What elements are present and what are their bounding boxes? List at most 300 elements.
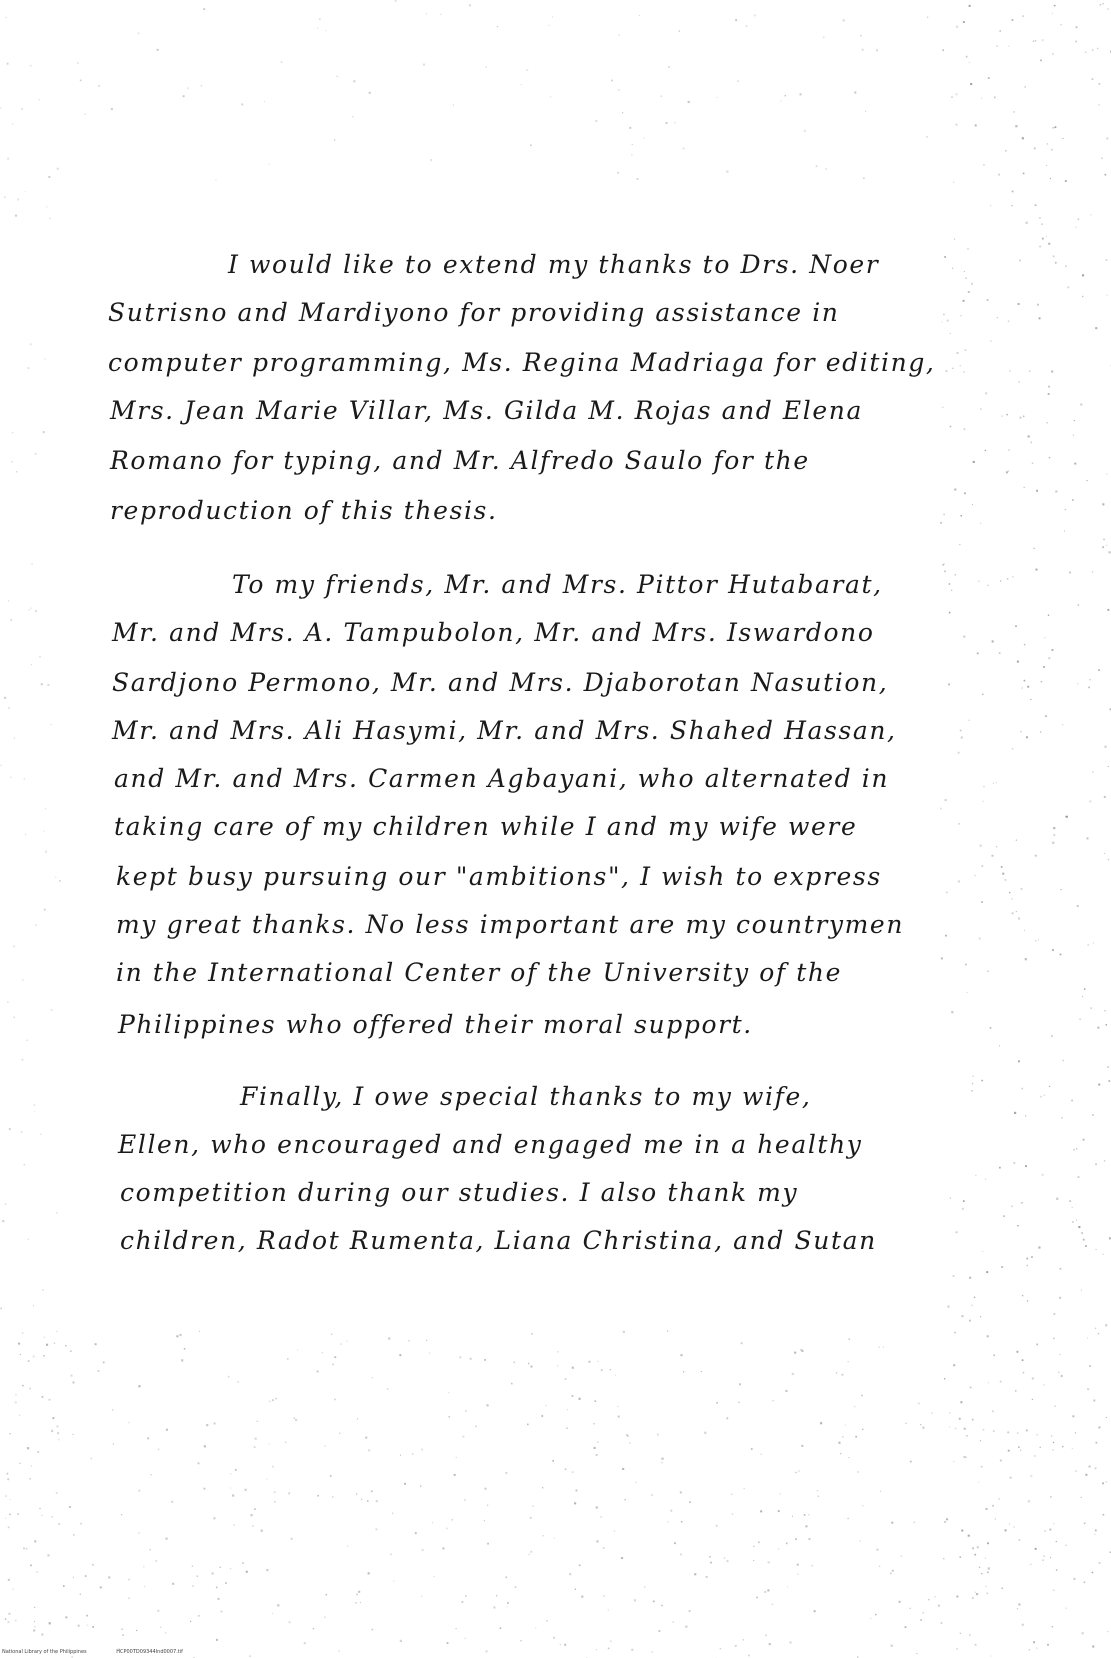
speckle [5, 17, 6, 18]
speckle [245, 1489, 247, 1491]
speckle [54, 1343, 55, 1344]
speckle [55, 877, 56, 878]
speckle [464, 1499, 466, 1501]
speckle [1095, 1467, 1097, 1469]
speckle [681, 1354, 683, 1356]
speckle [778, 1510, 780, 1512]
speckle [193, 1585, 194, 1586]
speckle [497, 26, 498, 27]
speckle [1054, 1406, 1056, 1408]
speckle [741, 1342, 743, 1344]
speckle [987, 1335, 989, 1337]
speckle [1025, 1165, 1027, 1167]
speckle [572, 1367, 574, 1369]
speckle [865, 111, 866, 112]
speckle [1039, 246, 1041, 248]
speckle [1031, 442, 1033, 444]
speckle [945, 799, 947, 801]
speckle [999, 1167, 1001, 1169]
speckle [49, 1399, 51, 1401]
speckle [1104, 796, 1106, 798]
speckle [65, 1616, 67, 1618]
speckle [951, 1011, 953, 1013]
speckle [798, 1470, 799, 1471]
speckle [541, 1415, 543, 1417]
speckle [861, 1395, 862, 1396]
speckle [465, 1638, 466, 1639]
speckle [910, 1608, 911, 1609]
speckle [1107, 9, 1108, 10]
speckle [58, 1439, 60, 1441]
speckle [761, 1454, 762, 1455]
speckle [198, 1462, 200, 1464]
speckle [1053, 1589, 1055, 1591]
speckle [1023, 416, 1025, 418]
speckle [748, 1655, 750, 1657]
text-line: reproduction of this thesis. [110, 496, 498, 525]
speckle [658, 1630, 660, 1632]
speckle [610, 1369, 611, 1370]
speckle [10, 777, 12, 779]
speckle [1027, 1265, 1028, 1266]
speckle [1035, 940, 1036, 941]
speckle [7, 158, 9, 160]
speckle [944, 1378, 945, 1379]
speckle [1063, 1060, 1064, 1061]
speckle [1073, 1578, 1075, 1580]
speckle [942, 407, 943, 408]
speckle [1092, 78, 1094, 80]
speckle [1029, 1649, 1031, 1651]
speckle [920, 1619, 922, 1621]
speckle [1044, 637, 1045, 638]
speckle [1085, 1245, 1087, 1247]
speckle [652, 1651, 653, 1652]
speckle [862, 1505, 863, 1506]
speckle [165, 1632, 166, 1633]
speckle [576, 1490, 578, 1492]
speckle [139, 1490, 141, 1492]
speckle [91, 1458, 92, 1459]
speckle [617, 172, 619, 174]
speckle [848, 1518, 849, 1519]
speckle [513, 1362, 515, 1364]
speckle [1095, 1163, 1097, 1165]
text-line: children, Radot Rumenta, Liana Christina, and Sutan [120, 1226, 877, 1255]
speckle [1040, 60, 1042, 62]
speckle [980, 1440, 981, 1441]
speckle [1008, 471, 1009, 472]
speckle [1095, 327, 1097, 329]
speckle [1019, 1539, 1021, 1541]
speckle [230, 1568, 231, 1569]
speckle [520, 1640, 521, 1641]
speckle [254, 1446, 256, 1448]
speckle [462, 1601, 464, 1603]
speckle [261, 1530, 263, 1532]
speckle [1050, 1496, 1052, 1498]
speckle [689, 1501, 691, 1503]
speckle [15, 1620, 17, 1622]
speckle [950, 426, 952, 428]
speckle [963, 1200, 965, 1202]
speckle [825, 168, 826, 169]
speckle [1088, 944, 1089, 945]
speckle [1078, 219, 1079, 220]
speckle [404, 1483, 406, 1485]
speckle [1036, 569, 1038, 571]
speckle [1054, 5, 1056, 7]
speckle [992, 1410, 994, 1412]
text-line: in the International Center of the University of the [116, 958, 843, 987]
speckle [951, 97, 952, 98]
speckle [1104, 1010, 1105, 1011]
speckle [1053, 256, 1055, 258]
speckle [8, 1527, 10, 1529]
speckle [360, 1602, 361, 1603]
speckle [215, 180, 216, 181]
speckle [1032, 1399, 1033, 1400]
speckle [1066, 816, 1068, 818]
speckle [1066, 1608, 1067, 1609]
speckle [144, 1586, 145, 1587]
speckle [1076, 26, 1078, 28]
speckle [1023, 1372, 1024, 1373]
speckle [30, 343, 32, 345]
speckle [1106, 473, 1107, 474]
speckle [0, 107, 2, 109]
speckle [213, 1517, 215, 1519]
speckle [1048, 615, 1049, 616]
speckle [969, 1634, 971, 1636]
speckle [960, 1556, 962, 1558]
speckle [928, 1599, 929, 1600]
speckle [1045, 715, 1047, 717]
speckle [30, 1564, 32, 1566]
speckle [1008, 46, 1009, 47]
speckle [1099, 83, 1101, 85]
speckle [685, 1626, 687, 1628]
speckle [993, 783, 994, 784]
speckle [979, 1567, 980, 1568]
speckle [1018, 303, 1020, 305]
speckle [172, 1583, 174, 1585]
speckle [5, 1518, 6, 1519]
speckle [86, 1615, 88, 1617]
speckle [1056, 1541, 1057, 1542]
speckle [769, 1643, 771, 1645]
speckle [452, 1519, 453, 1520]
text-line: Ellen, who encouraged and engaged me in a healthy [118, 1130, 863, 1159]
speckle [981, 901, 983, 903]
speckle [421, 1449, 423, 1451]
speckle [138, 1385, 140, 1387]
speckle [661, 96, 662, 97]
speckle [422, 1549, 424, 1551]
speckle [150, 1549, 151, 1550]
speckle [1053, 1523, 1054, 1524]
speckle [1095, 1530, 1097, 1532]
speckle [1092, 1114, 1093, 1115]
speckle [505, 1472, 507, 1474]
text-line: Philippines who offered their moral support. [118, 1010, 753, 1039]
speckle [266, 1569, 268, 1571]
speckle [983, 164, 984, 165]
speckle [910, 1461, 912, 1463]
speckle [951, 590, 952, 591]
speckle [7, 1473, 9, 1475]
speckle [443, 1548, 445, 1550]
speckle [238, 1381, 239, 1382]
speckle [673, 1622, 674, 1623]
speckle [983, 1429, 985, 1431]
speckle [393, 1581, 394, 1582]
speckle [567, 1409, 568, 1410]
speckle [527, 1424, 529, 1426]
speckle [1036, 1648, 1037, 1649]
speckle [1025, 1115, 1026, 1116]
speckle [221, 1611, 223, 1613]
speckle [990, 1656, 991, 1657]
speckle [12, 432, 13, 433]
speckle [797, 1564, 799, 1566]
speckle [1098, 1084, 1100, 1086]
speckle [970, 83, 972, 85]
speckle [218, 1598, 220, 1600]
speckle [944, 1521, 946, 1523]
speckle [529, 1554, 530, 1555]
speckle [520, 84, 521, 85]
speckle [430, 159, 432, 161]
speckle [358, 1591, 360, 1593]
speckle [291, 1538, 293, 1540]
speckle [1052, 949, 1054, 951]
speckle [967, 248, 968, 249]
speckle [961, 515, 963, 517]
speckle [786, 1543, 788, 1545]
speckle [39, 656, 41, 658]
speckle [963, 636, 965, 638]
speckle [1075, 1470, 1077, 1472]
speckle [1032, 1377, 1034, 1379]
speckle [574, 1502, 576, 1504]
speckle [965, 1457, 966, 1458]
speckle [355, 1602, 356, 1603]
speckle [945, 370, 947, 372]
speckle [1034, 148, 1036, 150]
speckle [317, 1371, 319, 1373]
speckle [1075, 1432, 1076, 1433]
speckle [71, 1375, 73, 1377]
speckle [945, 935, 947, 937]
speckle [337, 76, 338, 77]
speckle [87, 1625, 88, 1626]
speckle [108, 1576, 110, 1578]
speckle [768, 1561, 770, 1563]
speckle [631, 154, 633, 156]
speckle [1051, 1435, 1052, 1436]
speckle [1075, 41, 1077, 43]
speckle [953, 1364, 955, 1366]
speckle [507, 1602, 509, 1604]
speckle [905, 1423, 907, 1425]
speckle [955, 1428, 957, 1430]
speckle [731, 1494, 732, 1495]
speckle [1056, 1569, 1057, 1570]
speckle [1038, 939, 1039, 940]
speckle [456, 1457, 457, 1458]
speckle [981, 1080, 983, 1082]
speckle [98, 1370, 100, 1372]
speckle [288, 1493, 290, 1495]
speckle [857, 1471, 859, 1473]
speckle [1048, 657, 1050, 659]
speckle [160, 1627, 161, 1628]
speckle [988, 1382, 989, 1383]
speckle [956, 93, 958, 95]
speckle [1018, 1603, 1020, 1605]
speckle [891, 1522, 893, 1524]
speckle [506, 1577, 508, 1579]
speckle [460, 1357, 462, 1359]
speckle [448, 1416, 450, 1418]
speckle [365, 1437, 367, 1439]
speckle [732, 1513, 733, 1514]
speckle [138, 33, 139, 34]
speckle [1061, 24, 1062, 25]
speckle [387, 1388, 389, 1390]
speckle [1006, 414, 1007, 415]
speckle [1065, 180, 1067, 182]
text-line: computer programming, Ms. Regina Madriaga for editing, [108, 348, 936, 377]
speckle [1053, 1313, 1055, 1315]
speckle [1055, 126, 1057, 128]
speckle [1081, 1497, 1082, 1498]
speckle [183, 95, 185, 97]
speckle [618, 89, 620, 91]
speckle [1071, 1100, 1073, 1102]
speckle [968, 1535, 970, 1537]
speckle [1073, 435, 1074, 436]
speckle [621, 1557, 623, 1559]
speckle [487, 1505, 488, 1506]
speckle [138, 1532, 140, 1534]
speckle [946, 892, 948, 894]
speckle [1015, 125, 1017, 127]
speckle [1090, 801, 1092, 803]
speckle [1072, 499, 1074, 501]
speckle [257, 1421, 258, 1422]
speckle [15, 1394, 17, 1396]
speckle [1089, 1466, 1091, 1468]
speckle [596, 1649, 597, 1650]
speckle [220, 1567, 221, 1568]
speckle [176, 1335, 178, 1337]
speckle [190, 1621, 191, 1622]
speckle [977, 653, 979, 655]
speckle [1072, 1448, 1073, 1449]
speckle [890, 1573, 892, 1575]
speckle [843, 19, 845, 21]
speckle [10, 619, 12, 621]
speckle [432, 1522, 433, 1523]
speckle [22, 1059, 24, 1061]
speckle [1087, 837, 1089, 839]
speckle [545, 1405, 546, 1406]
speckle [181, 1359, 183, 1361]
speckle [1028, 1500, 1030, 1502]
scan-footer [2, 1650, 211, 1655]
speckle [594, 1400, 596, 1402]
speckle [204, 1488, 206, 1490]
speckle [1053, 1442, 1054, 1443]
speckle [1035, 1548, 1037, 1550]
speckle [997, 317, 998, 318]
text-line: Romano for typing, and Mr. Alfredo Saulo for the [110, 446, 810, 475]
speckle [611, 80, 613, 82]
speckle [151, 1474, 152, 1475]
speckle [1085, 52, 1086, 53]
speckle [496, 1595, 497, 1596]
speckle [823, 37, 825, 39]
text-line: I would like to extend my thanks to Drs. Noer [228, 250, 880, 279]
speckle [1051, 149, 1053, 151]
speckle [352, 116, 354, 118]
speckle [29, 1478, 30, 1479]
speckle [1002, 873, 1004, 875]
speckle [960, 365, 961, 366]
speckle [726, 171, 728, 173]
speckle [772, 1604, 774, 1606]
speckle [1056, 1198, 1058, 1200]
speckle [14, 738, 15, 739]
speckle [552, 1460, 554, 1462]
speckle [1046, 165, 1047, 166]
speckle [65, 1345, 67, 1347]
speckle [679, 30, 681, 32]
speckle [70, 1351, 71, 1352]
speckle [48, 176, 50, 178]
speckle [29, 609, 30, 610]
speckle [943, 564, 944, 565]
speckle [1043, 1556, 1044, 1557]
speckle [1011, 898, 1012, 899]
speckle [689, 1610, 691, 1612]
speckle [143, 1566, 144, 1567]
speckle [1084, 1523, 1086, 1525]
speckle [1052, 1449, 1053, 1450]
speckle [92, 1626, 94, 1628]
speckle [269, 164, 270, 165]
speckle [941, 321, 942, 322]
speckle [661, 1462, 662, 1463]
speckle [1038, 1247, 1040, 1249]
speckle [817, 1490, 818, 1491]
speckle [515, 1586, 517, 1588]
speckle [1102, 3, 1103, 4]
speckle [875, 1614, 877, 1616]
speckle [1104, 1160, 1105, 1161]
speckle [716, 1402, 718, 1404]
speckle [964, 1428, 966, 1430]
speckle [1062, 724, 1063, 725]
speckle [322, 1352, 323, 1353]
speckle [688, 101, 690, 103]
speckle [28, 1360, 30, 1362]
speckle [1089, 1365, 1091, 1367]
speckle [670, 1510, 672, 1512]
speckle [157, 1610, 159, 1612]
